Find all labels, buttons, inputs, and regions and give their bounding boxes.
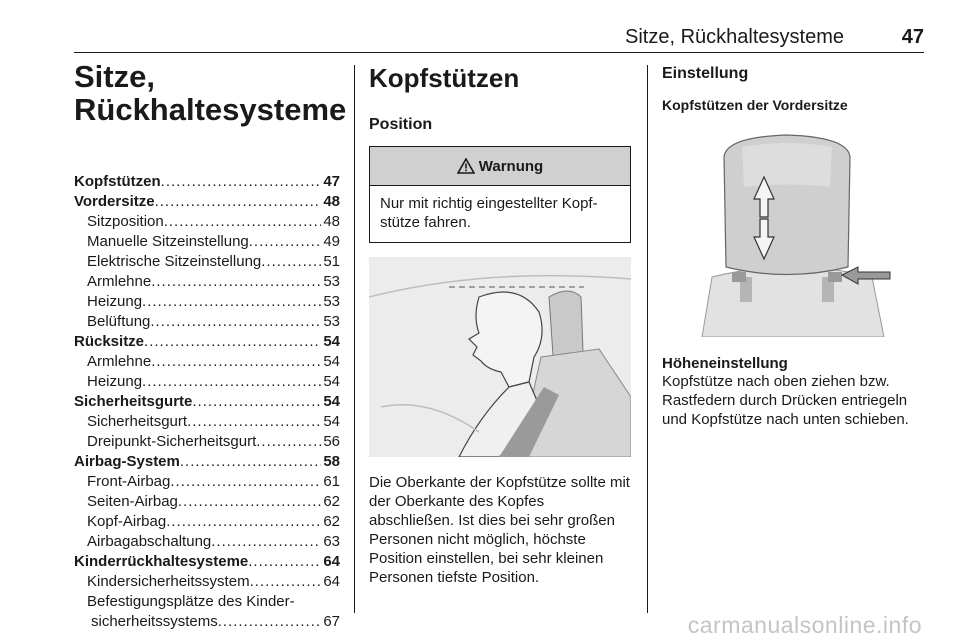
toc-entry-label: Elektrische Sitzeinstellung: [87, 253, 262, 270]
section-title: Kopfstützen: [369, 63, 520, 93]
toc-entry-page: 62: [323, 513, 340, 530]
warning-text: Nur mit richtig eingestellter Kopf-stütze fahren.: [380, 195, 598, 231]
page-number: 47: [901, 26, 924, 48]
toc-entry-page: 64: [323, 573, 340, 590]
toc-entry-label: sicherheitssystems: [91, 613, 218, 630]
toc-entry-page: 54: [323, 373, 340, 390]
toc-entry-label: Airbag-System: [74, 453, 180, 470]
toc-entry-label: Armlehne: [87, 273, 152, 290]
toc-entry[interactable]: [74, 392, 340, 412]
toc-entry-label: Front-Airbag: [87, 473, 171, 490]
toc-entry-label: Kinderrückhaltesysteme: [74, 553, 249, 570]
toc-entry-page: 54: [323, 333, 340, 350]
toc-entry[interactable]: [74, 352, 340, 372]
toc-entry-label: Dreipunkt-Sicherheitsgurt: [87, 433, 257, 450]
toc-entry-label: Kopfstützen: [74, 173, 161, 190]
toc-entry-page: 62: [323, 493, 340, 510]
toc-entry[interactable]: [74, 452, 340, 472]
toc-leader-dots: [261, 252, 321, 272]
toc-leader-dots: [164, 212, 322, 232]
toc-entry-label: Seiten-Airbag: [87, 493, 178, 510]
adjustment-section: [662, 65, 924, 429]
toc-entry[interactable]: [74, 512, 340, 532]
toc-entry-label: Sitzposition: [87, 213, 164, 230]
toc-entry-page: 54: [323, 413, 340, 430]
toc-entry[interactable]: [74, 332, 340, 352]
table-of-contents: [74, 172, 340, 632]
toc-leader-dots: [161, 172, 322, 192]
toc-entry[interactable]: [74, 372, 340, 392]
toc-leader-dots: [187, 412, 321, 432]
toc-leader-dots: [192, 392, 321, 412]
toc-entry-page: 48: [323, 193, 340, 210]
toc-entry-label: Befestigungsplätze des Kinder-: [87, 593, 295, 610]
toc-leader-dots: [256, 432, 321, 452]
toc-entry[interactable]: [74, 252, 340, 272]
headrest-position-illustration: [369, 257, 631, 457]
toc-leader-dots: [178, 492, 321, 512]
warning-header: [370, 147, 630, 186]
column-divider: [354, 65, 355, 613]
toc-entry[interactable]: [74, 412, 340, 432]
toc-entry[interactable]: [74, 532, 340, 552]
toc-leader-dots: [211, 532, 321, 552]
toc-leader-dots: [249, 232, 322, 252]
warning-triangle-icon: [457, 158, 475, 174]
toc-entry-label: Kindersicherheitssystem: [87, 573, 250, 590]
toc-entry-page: 53: [323, 313, 340, 330]
toc-entry-page: 53: [323, 273, 340, 290]
toc-entry-page: 54: [323, 393, 340, 410]
toc-leader-dots: [250, 572, 322, 592]
warning-title: Warnung: [478, 157, 544, 175]
toc-entry-page: 49: [323, 233, 340, 250]
section-subtitle: Position: [369, 116, 433, 133]
toc-entry-page: 53: [323, 293, 340, 310]
toc-entry-label: Heizung: [87, 373, 143, 390]
toc-entry[interactable]: [74, 592, 340, 612]
toc-entry[interactable]: [74, 292, 340, 312]
toc-entry[interactable]: [74, 612, 340, 632]
toc-entry-label: Vordersitze: [74, 193, 155, 210]
toc-leader-dots: [155, 192, 322, 212]
watermark: carmanualsonline.info: [687, 612, 922, 638]
height-adjustment-label: Höheneinstellung: [662, 355, 788, 372]
toc-entry-page: 47: [323, 173, 340, 190]
height-adjustment-text: Kopfstütze nach oben ziehen bzw. Rastfedern durch Drücken entriegeln und Kopfstütze nach unten schieben.: [662, 373, 909, 428]
toc-entry-page: 48: [323, 213, 340, 230]
adjustment-subtitle: Kopfstützen der Vordersitze: [662, 97, 848, 113]
toc-leader-dots: [180, 452, 321, 472]
toc-entry[interactable]: [74, 552, 340, 572]
toc-entry-page: 63: [323, 533, 340, 550]
toc-entry-label: Heizung: [87, 293, 143, 310]
toc-entry[interactable]: [74, 312, 340, 332]
toc-entry-label: Sicherheitsgurt: [87, 413, 188, 430]
toc-entry-page: 54: [323, 353, 340, 370]
adjustment-title: Einstellung: [662, 65, 749, 82]
toc-leader-dots: [142, 372, 321, 392]
toc-leader-dots: [248, 552, 321, 572]
chapter-title-line1: Sitze,: [74, 59, 155, 94]
toc-leader-dots: [150, 312, 321, 332]
toc-entry[interactable]: [74, 212, 340, 232]
toc-entry-label: Airbagabschaltung: [87, 533, 212, 550]
toc-entry-page: 51: [323, 253, 340, 270]
toc-entry-page: 64: [323, 553, 340, 570]
toc-entry-page: 56: [323, 433, 340, 450]
toc-leader-dots: [166, 512, 321, 532]
toc-entry[interactable]: [74, 232, 340, 252]
toc-leader-dots: [151, 272, 321, 292]
toc-entry-label: Belüftung: [87, 313, 151, 330]
front-headrest-illustration: [662, 127, 924, 337]
toc-entry[interactable]: [74, 572, 340, 592]
column-divider: [647, 65, 648, 613]
headrest-section: [369, 62, 631, 587]
toc-entry[interactable]: [74, 272, 340, 292]
toc-entry[interactable]: [74, 472, 340, 492]
toc-entry-page: 67: [323, 613, 340, 630]
page-header: [74, 26, 924, 53]
toc-leader-dots: [144, 332, 321, 352]
toc-entry-page: 58: [323, 453, 340, 470]
section-body: Die Oberkante der Kopfstütze sollte mit der Oberkante des Kopfes abschließen. Ist dies bei sehr großen Personen nicht möglich, höchste Position einstellen, bei sehr kleinen Personen tiefste Position.: [369, 474, 630, 586]
toc-leader-dots: [218, 612, 322, 632]
toc-entry-label: Sicherheitsgurte: [74, 393, 193, 410]
toc-entry-label: Kopf-Airbag: [87, 513, 167, 530]
warning-box: [369, 146, 631, 243]
toc-entry-label: Rücksitze: [74, 333, 145, 350]
toc-entry[interactable]: [74, 432, 340, 452]
chapter-title: [74, 59, 347, 127]
toc-entry-page: 61: [323, 473, 340, 490]
chapter-title-line2: Rückhaltesysteme: [74, 92, 347, 127]
header-title: Sitze, Rückhaltesysteme: [625, 26, 844, 48]
toc-entry[interactable]: [74, 192, 340, 212]
toc-entry-label: Armlehne: [87, 353, 152, 370]
toc-entry-label: Manuelle Sitzeinstellung: [87, 233, 249, 250]
toc-entry[interactable]: [74, 172, 340, 192]
toc-leader-dots: [151, 352, 321, 372]
toc-leader-dots: [170, 472, 321, 492]
toc-entry[interactable]: [74, 492, 340, 512]
toc-leader-dots: [142, 292, 321, 312]
